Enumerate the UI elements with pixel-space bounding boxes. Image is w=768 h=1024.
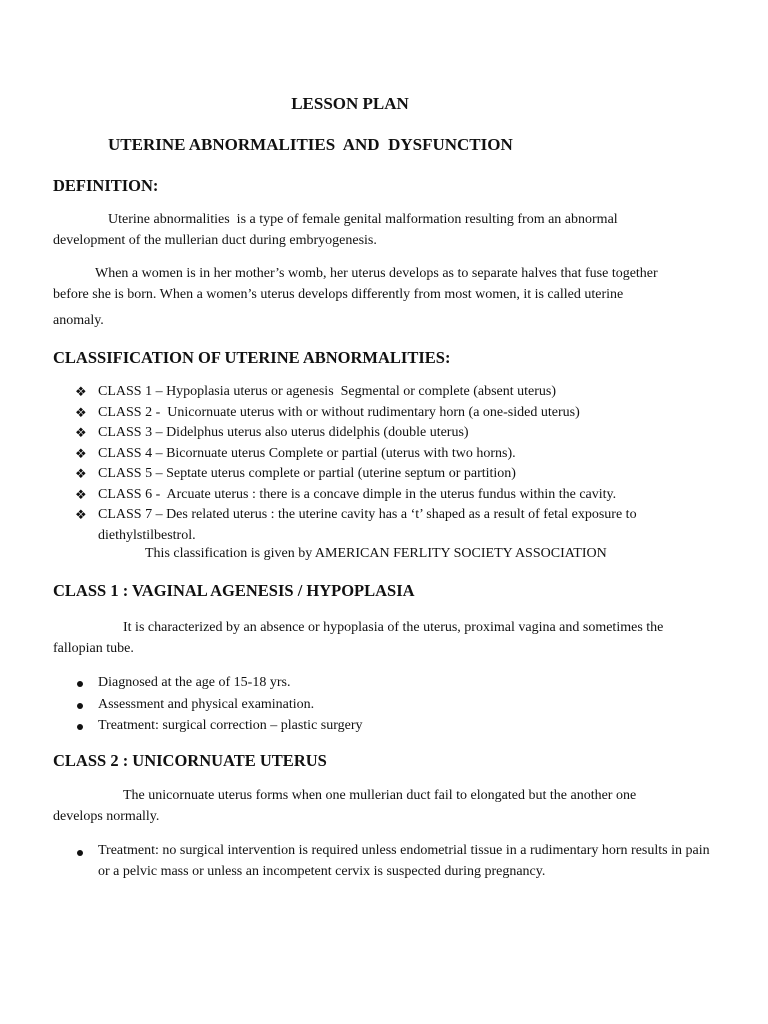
diamond-bullet-icon: ❖ xyxy=(75,384,87,399)
class1-para-line2: fallopian tube. xyxy=(53,641,134,656)
diamond-bullet-icon: ❖ xyxy=(75,425,87,440)
classification-heading: CLASSIFICATION OF UTERINE ABNORMALITIES: xyxy=(53,348,451,367)
diamond-bullet-icon: ❖ xyxy=(75,466,87,481)
document-subtitle: UTERINE ABNORMALITIES AND DYSFUNCTION xyxy=(108,135,513,154)
dot-bullet-icon xyxy=(77,681,83,687)
class1-item: Diagnosed at the age of 15-18 yrs. xyxy=(53,672,713,694)
dot-bullet-icon xyxy=(77,703,83,709)
definition-para1-line2: development of the mullerian duct during embryogenesis. xyxy=(53,233,377,248)
class1-heading: CLASS 1 : VAGINAL AGENESIS / HYPOPLASIA xyxy=(53,581,415,600)
definition-paragraph-1 xyxy=(53,209,713,251)
class1-para-line1: It is characterized by an absence or hypoplasia of the uterus, proximal vagina and sometimes the xyxy=(123,620,664,635)
definition-para2-line1: When a women is in her mother’s womb, her uterus develops as to separate halves that fuse together xyxy=(95,266,658,281)
class1-list xyxy=(53,672,713,737)
classification-item: ❖ CLASS 3 – Didelphus uterus also uterus didelphis (double uterus) xyxy=(53,423,713,444)
definition-para2-line3: anomaly. xyxy=(53,313,104,328)
diamond-bullet-icon: ❖ xyxy=(75,507,87,522)
definition-paragraph-2 xyxy=(53,263,713,331)
document-title: LESSON PLAN xyxy=(291,94,409,113)
diamond-bullet-icon: ❖ xyxy=(75,445,87,461)
dot-bullet-icon xyxy=(77,724,83,730)
classification-list xyxy=(53,382,713,546)
class2-paragraph xyxy=(53,785,713,827)
dot-bullet-icon xyxy=(77,850,83,856)
classification-item: ❖ CLASS 6 - Arcuate uterus : there is a concave dimple in the uterus fundus within the cavity. xyxy=(53,485,713,506)
diamond-bullet-icon: ❖ xyxy=(75,404,87,420)
classification-item: ❖ CLASS 5 – Septate uterus complete or partial (uterine septum or partition) xyxy=(53,464,713,485)
definition-para1-line1: Uterine abnormalities is a type of female genital malformation resulting from an abnormal xyxy=(108,212,618,227)
class2-item: Treatment: no surgical intervention is required unless endometrial tissue in a rudimentary horn results in pain or a pelvic mass or unless an incompetent cervix is suspected during pregnancy. xyxy=(53,841,713,882)
classification-item: ❖ CLASS 4 – Bicornuate uterus Complete or partial (uterus with two horns). xyxy=(53,444,713,465)
diamond-bullet-icon: ❖ xyxy=(75,486,87,502)
class1-paragraph xyxy=(53,617,713,659)
classification-item: ❖ CLASS 1 – Hypoplasia uterus or agenesis Segmental or complete (absent uterus) xyxy=(53,382,713,403)
class2-heading: CLASS 2 : UNICORNUATE UTERUS xyxy=(53,751,327,770)
definition-heading: DEFINITION: xyxy=(53,176,159,195)
class2-para-line2: develops normally. xyxy=(53,809,160,824)
classification-item: ❖ CLASS 2 - Unicornuate uterus with or without rudimentary horn (a one-sided uterus) xyxy=(53,403,713,424)
definition-para2-line2: before she is born. When a women’s uterus develops differently from most women, it is called uterine xyxy=(53,287,624,302)
class1-item: Treatment: surgical correction – plastic surgery xyxy=(53,715,713,737)
class2-list xyxy=(53,841,713,882)
classification-note: This classification is given by AMERICAN FERLITY SOCIETY ASSOCIATION xyxy=(145,546,607,561)
class2-para-line1: The unicornuate uterus forms when one mullerian duct fail to elongated but the another one xyxy=(123,788,637,803)
classification-item: ❖ CLASS 7 – Des related uterus : the uterine cavity has a ‘t’ shaped as a result of fetal exposure to diethylstilbestrol. xyxy=(75,507,637,543)
class1-item: Assessment and physical examination. xyxy=(53,694,713,716)
